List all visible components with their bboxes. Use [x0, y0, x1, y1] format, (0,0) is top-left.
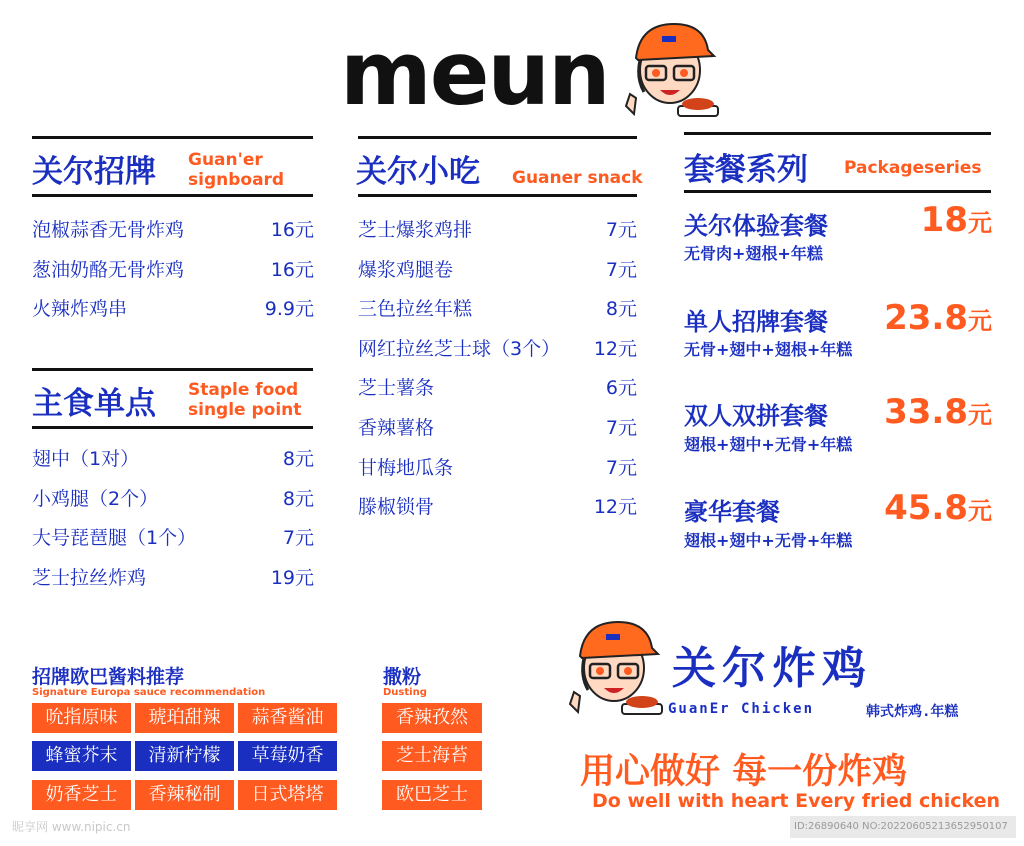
sauce-tag: 香辣秘制: [135, 780, 234, 810]
package-name: 豪华套餐: [684, 498, 780, 526]
menu-item-name: 翅中（1对）: [32, 448, 140, 470]
menu-item-price: 7元: [605, 219, 637, 241]
section-title-packages: 套餐系列: [684, 152, 808, 188]
menu-item-price: 8元: [282, 488, 314, 510]
menu-item-price: 8元: [605, 298, 637, 320]
brand-name: 关尔炸鸡: [672, 643, 872, 694]
slogan: 用心做好 每一份炸鸡: [580, 752, 908, 792]
menu-item-name: 网红拉丝芝士球（3个）: [358, 338, 561, 360]
package-price: 18元: [920, 200, 992, 240]
menu-item-price: 16元: [270, 259, 314, 281]
dusting-tag: 芝士海苔: [382, 741, 482, 771]
section-subtitle-signboard-1: Guan'er: [188, 150, 263, 170]
sauce-tag: 草莓奶香: [238, 741, 337, 771]
menu-item-price: 7元: [282, 527, 314, 549]
package-name: 单人招牌套餐: [684, 308, 828, 336]
dusting-subtitle: Dusting: [383, 687, 427, 698]
divider: [32, 368, 313, 371]
package-desc: 翅根+翅中+无骨+年糕: [684, 531, 853, 550]
watermark-left: 昵享网 www.nipic.cn: [12, 820, 131, 834]
menu-item-price: 16元: [270, 219, 314, 241]
menu-item-name: 香辣薯格: [358, 417, 435, 439]
sauce-subtitle: Signature Europa sauce recommendation: [32, 687, 266, 698]
dusting-title: 撒粉: [383, 666, 422, 688]
divider: [32, 426, 313, 429]
divider: [32, 136, 313, 139]
menu-item-price: 9.9元: [264, 298, 314, 320]
package-name: 关尔体验套餐: [684, 212, 828, 240]
section-subtitle-staple-2: single point: [188, 400, 302, 420]
sauce-tag: 吮指原味: [32, 703, 131, 733]
divider: [32, 194, 313, 197]
sauce-tag: 蜂蜜芥末: [32, 741, 131, 771]
brand-name-en: GuanEr Chicken: [668, 701, 815, 717]
menu-title: meun: [340, 22, 609, 125]
mascot-icon: [622, 14, 722, 124]
section-subtitle-packages: Packageseries: [844, 158, 982, 178]
menu-item-name: 甘梅地瓜条: [358, 457, 454, 479]
divider: [358, 194, 637, 197]
divider: [684, 190, 991, 193]
menu-item-name: 火辣炸鸡串: [32, 298, 128, 320]
menu-item-name: 芝士爆浆鸡排: [358, 219, 473, 241]
menu-item-price: 12元: [593, 496, 637, 518]
section-subtitle-snack: Guaner snack: [512, 168, 643, 188]
menu-item-price: 8元: [282, 448, 314, 470]
price-unit: 元: [968, 307, 992, 335]
menu-item-name: 三色拉丝年糕: [358, 298, 473, 320]
package-desc: 无骨肉+翅根+年糕: [684, 244, 823, 263]
package-desc: 翅根+翅中+无骨+年糕: [684, 435, 853, 454]
sauce-title: 招牌欧巴酱料推荐: [32, 666, 185, 688]
brand-tagline: 韩式炸鸡.年糕: [866, 704, 959, 720]
menu-item-price: 7元: [605, 457, 637, 479]
price-unit: 元: [968, 401, 992, 429]
menu-item-name: 泡椒蒜香无骨炸鸡: [32, 219, 185, 241]
menu-item-price: 12元: [593, 338, 637, 360]
section-subtitle-staple-1: Staple food: [188, 380, 299, 400]
dusting-tag: 欧巴芝士: [382, 780, 482, 810]
menu-item-name: 葱油奶酪无骨炸鸡: [32, 259, 185, 281]
sauce-tag: 奶香芝士: [32, 780, 131, 810]
menu-item-price: 6元: [605, 377, 637, 399]
menu-item-price: 7元: [605, 417, 637, 439]
package-name: 双人双拼套餐: [684, 402, 828, 430]
mascot-icon: [566, 612, 666, 722]
sauce-tag: 蒜香酱油: [238, 703, 337, 733]
package-price: 33.8元: [884, 392, 992, 432]
menu-item-name: 爆浆鸡腿卷: [358, 259, 454, 281]
dusting-tag: 香辣孜然: [382, 703, 482, 733]
sauce-tag: 琥珀甜辣: [135, 703, 234, 733]
menu-item-name: 大号琵琶腿（1个）: [32, 527, 197, 549]
price-unit: 元: [968, 497, 992, 525]
sauce-tag: 日式塔塔: [238, 780, 337, 810]
menu-item-name: 芝士薯条: [358, 377, 435, 399]
menu-item-name: 滕椒锁骨: [358, 496, 435, 518]
menu-item-name: 小鸡腿（2个）: [32, 488, 159, 510]
divider: [684, 132, 991, 135]
menu-item-price: 19元: [270, 567, 314, 589]
menu-item-price: 7元: [605, 259, 637, 281]
package-price: 45.8元: [884, 488, 992, 528]
package-desc: 无骨+翅中+翅根+年糕: [684, 340, 853, 359]
price-unit: 元: [968, 209, 992, 237]
watermark-id: ID:26890640 NO:20220605213652950107: [790, 816, 1016, 838]
section-subtitle-signboard-2: signboard: [188, 170, 285, 190]
sauce-tag: 清新柠檬: [135, 741, 234, 771]
package-price: 23.8元: [884, 298, 992, 338]
divider: [358, 136, 637, 139]
menu-item-name: 芝士拉丝炸鸡: [32, 567, 147, 589]
section-title-signboard: 关尔招牌: [32, 154, 156, 190]
section-title-staple: 主食单点: [32, 386, 156, 422]
section-title-snack: 关尔小吃: [356, 154, 480, 190]
slogan-en: Do well with heart Every fried chicken: [592, 790, 1001, 812]
